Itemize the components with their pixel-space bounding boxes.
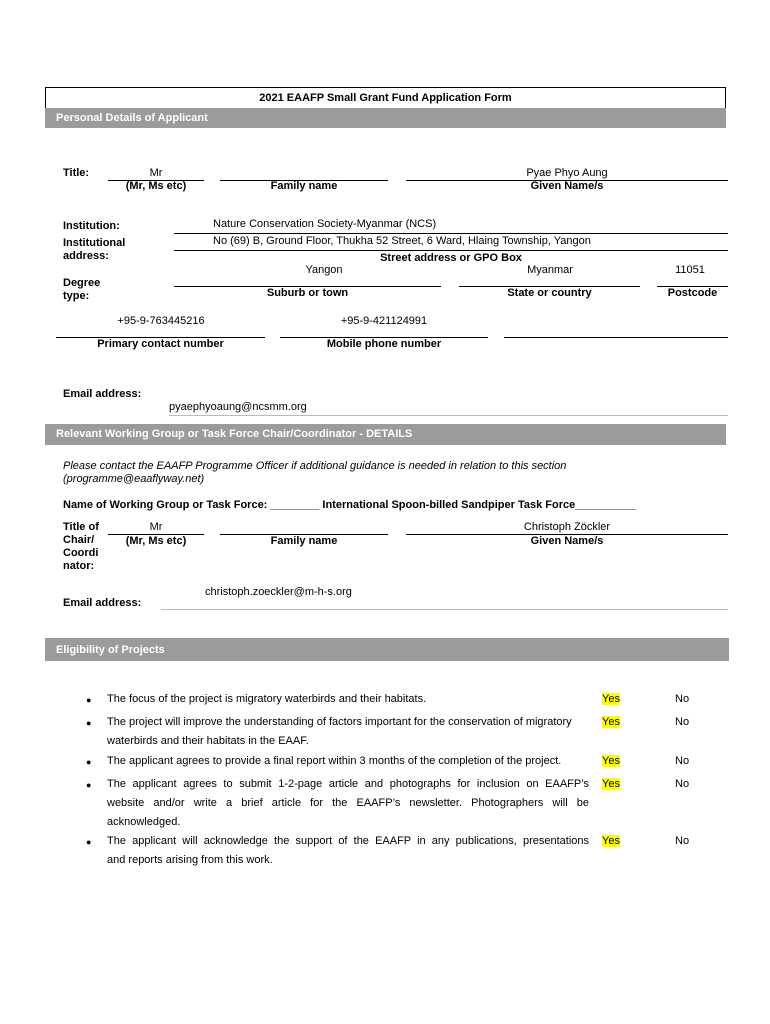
extra-phone-underline [504, 337, 728, 338]
eligibility-item-4 [107, 775, 589, 832]
wg-title-hint: (Mr, Ms etc) [125, 535, 187, 547]
wg-title-label-4: nator: [63, 560, 95, 572]
eligibility-no-1[interactable]: No [675, 693, 690, 705]
family-name-label: Family name [270, 180, 338, 192]
eligibility-item-5 [107, 832, 589, 870]
section-header-eligibility: Eligibility of Projects [45, 638, 729, 661]
eligibility-item-5-line-2: and reports arising from this work. [107, 854, 273, 866]
wg-title-label-1: Title of [63, 521, 99, 533]
wg-title-field[interactable]: Mr [149, 521, 163, 533]
street-address-field[interactable]: No (69) B, Ground Floor, Thukha 52 Street, 6 Ward, Hlaing Township, Yangon [213, 235, 591, 247]
institution-underline [174, 233, 728, 234]
wg-given-label: Given Name/s [530, 535, 604, 547]
bullet-1: ● [86, 695, 92, 705]
state-label: State or country [507, 287, 592, 299]
title-hint: (Mr, Ms etc) [125, 180, 187, 192]
email-underline [169, 415, 728, 416]
wg-email-underline [161, 609, 728, 610]
primary-phone-label: Primary contact number [97, 338, 224, 350]
state-field[interactable]: Myanmar [527, 264, 573, 276]
suburb-field[interactable]: Yangon [305, 264, 343, 276]
title-field[interactable]: Mr [149, 167, 163, 179]
eligibility-item-3-line-1: The applicant agrees to provide a final report within 3 months of the completion of the project. [107, 755, 562, 767]
mobile-phone-label: Mobile phone number [326, 338, 442, 350]
postcode-label: Postcode [667, 287, 718, 299]
eligibility-yes-2[interactable]: Yes [602, 716, 620, 728]
eligibility-yes-4[interactable]: Yes [602, 778, 620, 790]
eligibility-yes-3[interactable]: Yes [602, 755, 620, 767]
wg-email-label: Email address: [63, 597, 142, 609]
given-name-label: Given Name/s [530, 180, 604, 192]
eligibility-yes-5[interactable]: Yes [602, 835, 620, 847]
mobile-phone-field[interactable]: +95-9-421124991 [340, 315, 428, 327]
form-title: 2021 EAAFP Small Grant Fund Application Form [45, 87, 726, 109]
institution-label: Institution: [63, 220, 120, 232]
eligibility-item-4-line-3: acknowledged. [107, 816, 181, 828]
suburb-label: Suburb or town [266, 287, 349, 299]
eligibility-no-2[interactable]: No [675, 716, 690, 728]
wg-title-label-3: Coordi [63, 547, 99, 559]
inst-address-label-2: address: [63, 250, 109, 262]
email-label: Email address: [63, 388, 142, 400]
wg-family-label: Family name [270, 535, 338, 547]
eligibility-item-1 [107, 690, 589, 709]
street-address-label: Street address or GPO Box [380, 252, 522, 264]
bullet-2: ● [86, 718, 92, 728]
eligibility-item-2-line-1: The project will improve the understanding of factors important for the conservation of migratory [107, 716, 572, 728]
bullet-3: ● [86, 757, 92, 767]
eligibility-item-4-line-2: website and/or write a brief article for the EAAFP’s newsletter. Photographers will be [107, 797, 589, 809]
wg-given-name-field[interactable]: Christoph Zöckler [523, 521, 611, 533]
eligibility-yes-1[interactable]: Yes [602, 693, 620, 705]
bullet-5: ● [86, 837, 92, 847]
eligibility-item-2 [107, 713, 589, 751]
eligibility-item-1-line-1: The focus of the project is migratory waterbirds and their habitats. [107, 693, 427, 705]
wg-note-line2: (programme@eaaflyway.net) [63, 473, 205, 485]
postcode-field[interactable]: 11051 [675, 264, 705, 276]
primary-phone-field[interactable]: +95-9-763445216 [117, 315, 205, 327]
inst-address-label-1: Institutional [63, 237, 126, 249]
section-header-personal: Personal Details of Applicant [45, 108, 726, 128]
wg-name-line[interactable]: Name of Working Group or Task Force: ________ International Spoon-billed Sandpiper Task Force__________ [63, 499, 637, 511]
eligibility-item-3 [107, 752, 589, 771]
wg-email-field[interactable]: christoph.zoeckler@m-h-s.org [205, 586, 352, 598]
eligibility-no-5[interactable]: No [675, 835, 690, 847]
street-underline [174, 250, 728, 251]
eligibility-no-4[interactable]: No [675, 778, 690, 790]
bullet-4: ● [86, 780, 92, 790]
eligibility-item-2-line-2: waterbirds and their habitats in the EAAF. [107, 735, 309, 747]
email-field[interactable]: pyaephyoaung@ncsmm.org [169, 401, 307, 413]
degree-label-2: type: [63, 290, 90, 302]
institution-field[interactable]: Nature Conservation Society-Myanmar (NCS) [213, 218, 437, 230]
degree-label-1: Degree [63, 277, 101, 289]
section-header-working-group: Relevant Working Group or Task Force Chair/Coordinator - DETAILS [45, 424, 726, 445]
given-name-field[interactable]: Pyae Phyo Aung [526, 167, 608, 179]
eligibility-no-3[interactable]: No [675, 755, 690, 767]
wg-title-label-2: Chair/ [63, 534, 95, 546]
wg-note-line1: Please contact the EAAFP Programme Officer if additional guidance is needed in relation to this section [63, 460, 567, 472]
title-label: Title: [63, 167, 90, 179]
eligibility-item-5-line-1: The applicant will acknowledge the support of the EAAFP in any publications, presentations [107, 835, 589, 847]
eligibility-item-4-line-1: The applicant agrees to submit 1-2-page article and photographs for inclusion on EAAFP’s [107, 778, 589, 790]
